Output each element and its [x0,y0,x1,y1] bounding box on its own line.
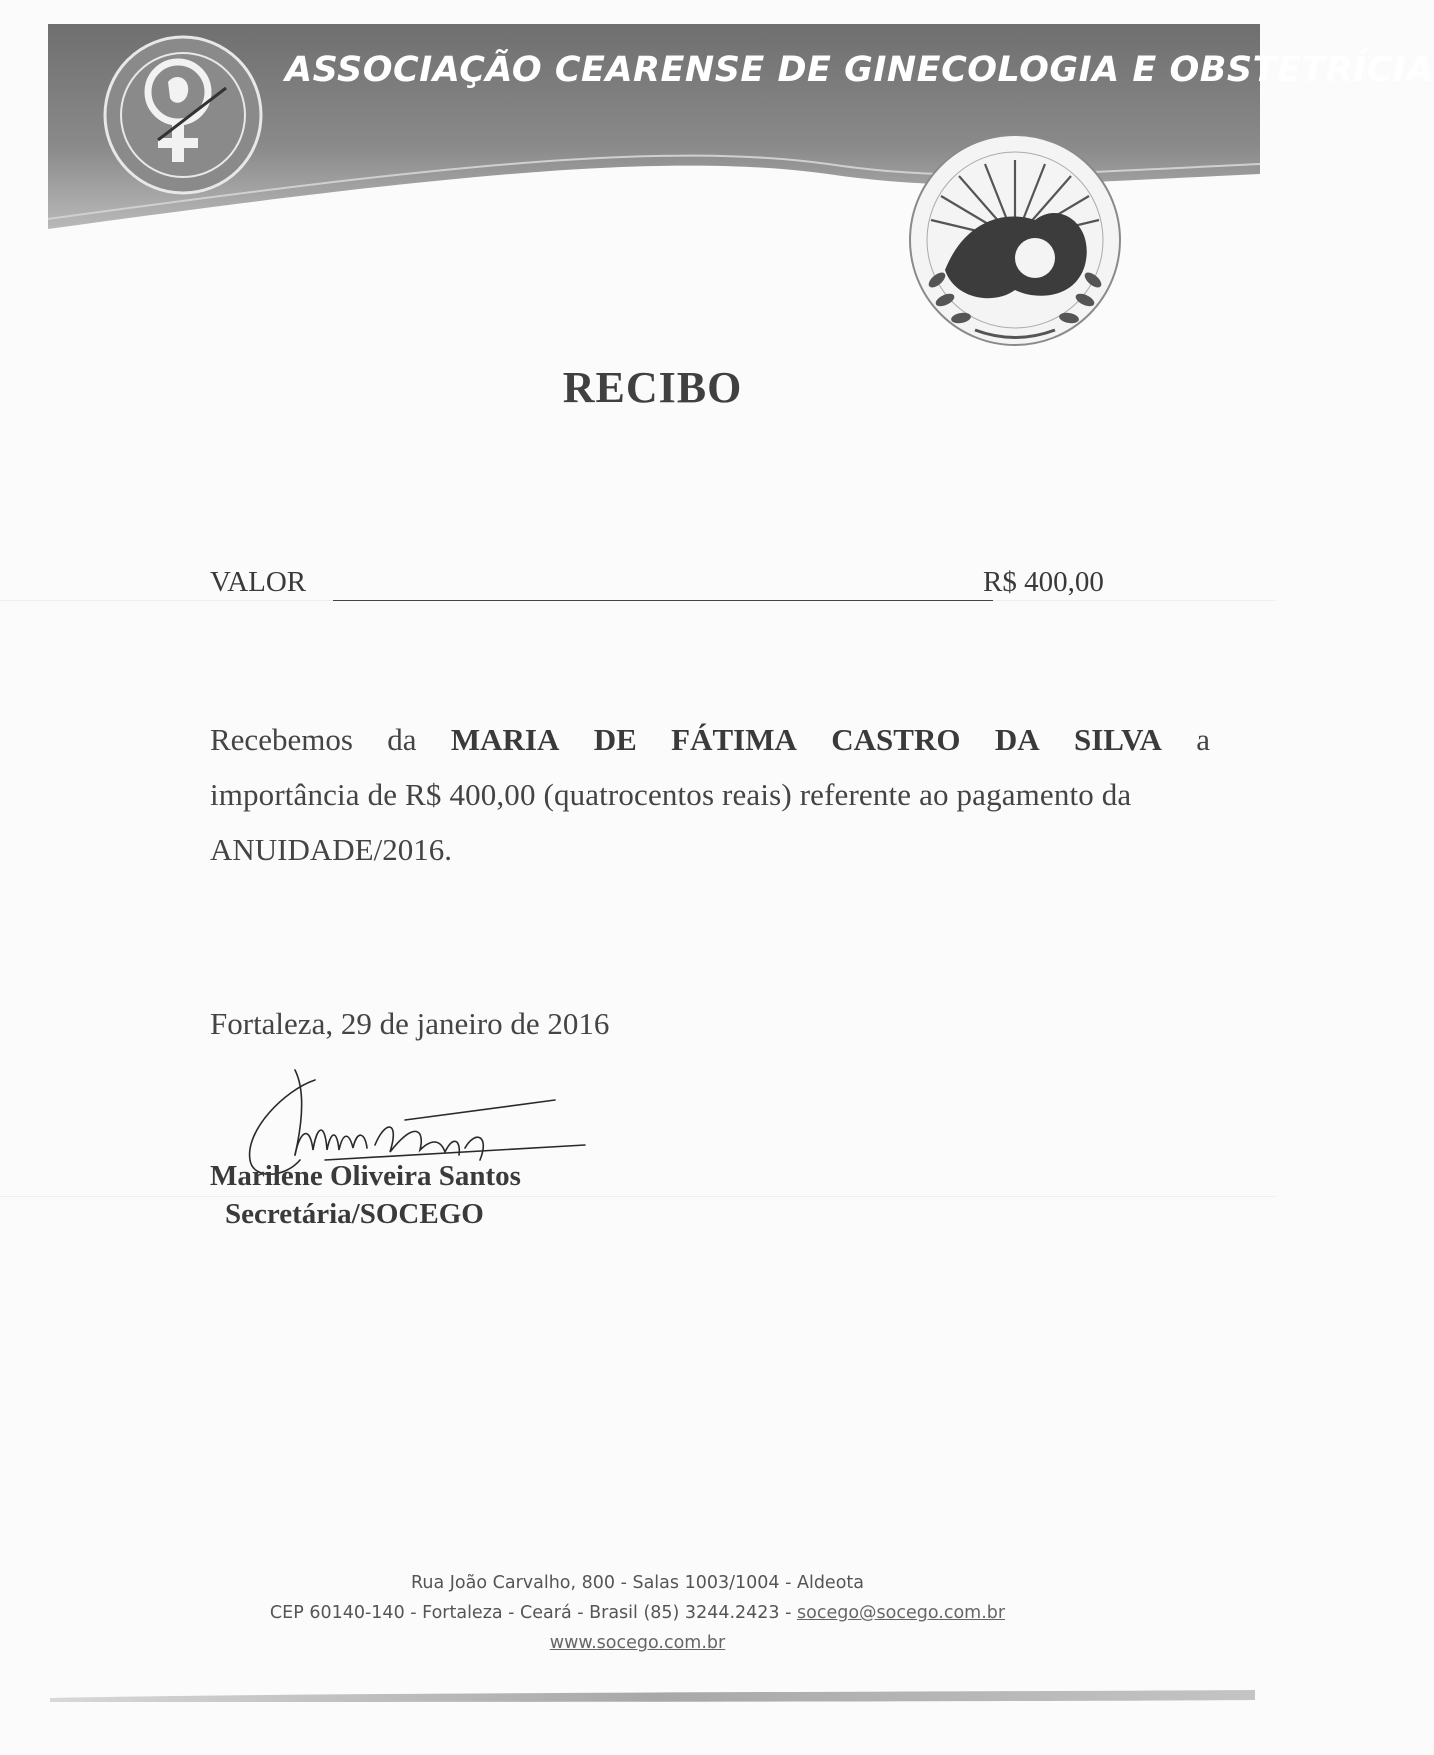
paper-fold [0,1196,1275,1197]
date-line: Fortaleza, 29 de janeiro de 2016 [210,1006,610,1041]
body-word: a [1196,722,1210,757]
payer-name-word: MARIA [450,722,560,757]
body-line-3: ANUIDADE/2016. [210,832,452,867]
febrasgo-logo-icon [98,30,268,200]
socego-seal-icon [885,130,1145,390]
body-line-2: importância de R$ 400,00 (quatrocentos reais) referente ao pagamento da [210,777,1132,812]
payer-name-word: DA [994,722,1040,757]
valor-label: VALOR [210,566,307,598]
valor-underline [333,600,993,601]
organization-title: ASSOCIAÇÃO CEARENSE DE GINECOLOGIA E OBSTETRÍCIA [285,50,1434,90]
payer-name-word: CASTRO [831,722,961,757]
footer-email-link[interactable]: socego@socego.com.br [797,1603,1006,1623]
payer-name-word: DE [593,722,637,757]
payer-name-word: FÁTIMA [671,722,797,757]
body-line-1 [210,712,1210,767]
signer-name: Marilene Oliveira Santos [210,1160,521,1192]
signer-role: Secretária/SOCEGO [225,1198,484,1230]
footer-decorative-bar [50,1690,1255,1702]
footer-contact-text: CEP 60140-140 - Fortaleza - Ceará - Brasil (85) 3244.2423 - [269,1603,798,1623]
letterhead-footer [0,1568,1275,1658]
payer-name-word: SILVA [1073,722,1162,757]
valor-row [210,566,1130,606]
valor-amount: R$ 400,00 [983,566,1104,598]
body-word: da [387,722,417,757]
body-word: Recebemos [210,722,353,757]
receipt-body [210,712,1210,877]
footer-address: Rua João Carvalho, 800 - Salas 1003/1004 - Aldeota [411,1573,864,1593]
document-title: RECIBO [562,363,743,412]
footer-contact [0,1598,1275,1628]
footer-website-link[interactable]: www.socego.com.br [549,1633,726,1653]
